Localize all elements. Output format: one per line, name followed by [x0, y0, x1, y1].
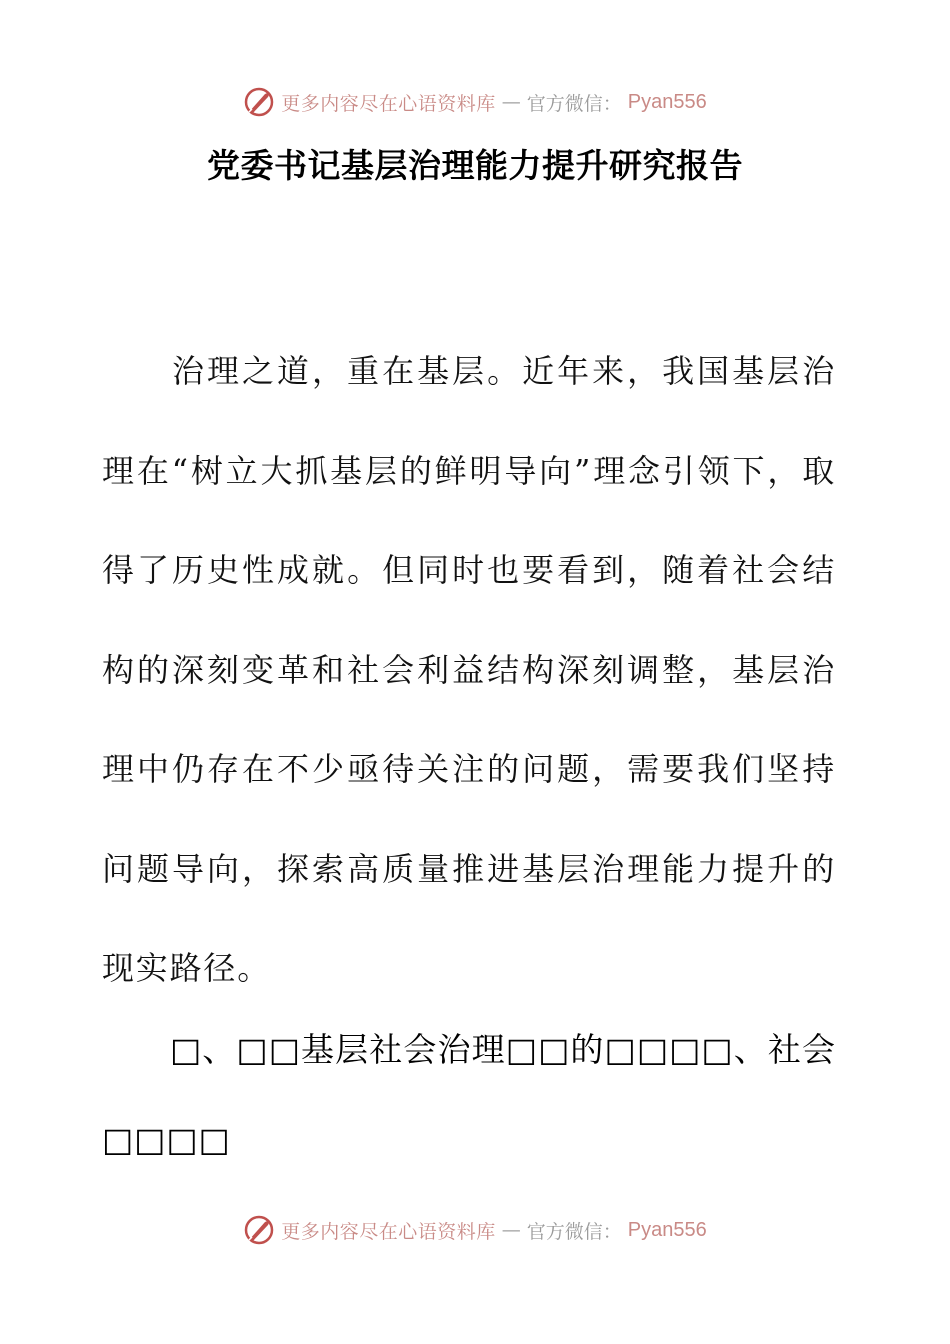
watermark-text: 更多内容尽在心语资料库	[281, 1220, 496, 1243]
watermark-text: 更多内容尽在心语资料库	[281, 92, 496, 115]
quill-pen-logo-icon	[243, 1214, 275, 1246]
footer-watermark	[0, 1210, 950, 1250]
watermark-contact-label: 官方微信：	[526, 92, 622, 115]
section-heading: □、□□基层社会治理□□的□□□□、社会□□□□	[102, 1030, 836, 1159]
watermark-contact-id: Pyan556	[627, 90, 707, 113]
watermark-separator: —	[501, 91, 521, 113]
body-paragraph: 治理之道，重在基层。近年来，我国基层治理在“树立大抓基层的鲜明导向”理念引领下，取得了历史性成就。但同时也要看到，随着社会结构的深刻变革和社会利益结构深刻调整，基层治理中仍存在不少亟待关注的问题，需要我们坚持问题导向，探索高质量推进基层治理能力提升的现实路径。	[102, 352, 836, 987]
watermark-separator: —	[501, 1219, 521, 1241]
header-watermark	[0, 82, 950, 122]
document-title: 党委书记基层治理能力提升研究报告	[207, 146, 743, 185]
watermark-contact-label: 官方微信：	[526, 1220, 622, 1243]
watermark-contact-id: Pyan556	[627, 1218, 707, 1241]
quill-pen-logo-icon	[243, 86, 275, 118]
